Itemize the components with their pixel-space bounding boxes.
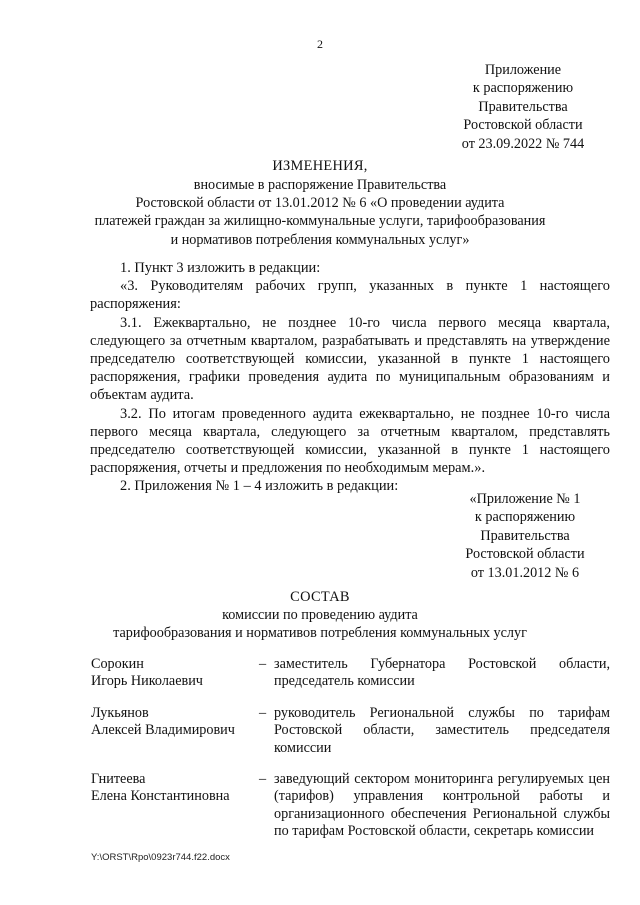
member-role: руководитель Региональной службы по тарифам Ростовской области, заместитель председателя комиссии — [274, 704, 610, 756]
composition-title: СОСТАВ — [290, 589, 350, 605]
paragraph: 3.1. Ежеквартально, не позднее 10-го числа первого месяца квартала, следующего за отчетным кварталом, разрабатывать и представлять на утверждение председателю соответствующей комиссии, указанной в пункте 1 настоящего распоряжения, графики проведения аудита по муниципальным образованиям и объектам аудита. — [90, 314, 610, 404]
appendix-line: Ростовской области — [465, 546, 585, 563]
changes-title: ИЗМЕНЕНИЯ, — [272, 158, 368, 174]
member-surname: Лукьянов — [91, 704, 149, 721]
member-role: заместитель Губернатора Ростовской области, председатель комиссии — [274, 656, 610, 690]
member-row — [91, 771, 610, 841]
member-surname: Гнитеева — [91, 771, 146, 788]
member-given-name: Игорь Николаевич — [91, 673, 203, 690]
member-dash: – — [259, 771, 267, 788]
appendix-line: к распоряжению — [474, 509, 576, 526]
subtitle-line: и нормативов потребления коммунальных услуг» — [170, 231, 470, 248]
appendix-line: от 23.09.2022 № 744 — [461, 135, 585, 152]
member-dash: – — [259, 704, 267, 721]
appendix-1-header — [440, 490, 610, 582]
member-name — [91, 771, 259, 841]
subtitle-line: вносимые в распоряжение Правительства — [193, 177, 447, 193]
appendix-line: Приложение — [484, 62, 562, 78]
appendix-line: от 13.01.2012 № 6 — [470, 564, 580, 581]
subtitle-line: тарифообразования и нормативов потребления коммунальных услуг — [113, 625, 527, 642]
appendix-line: Правительства — [480, 527, 570, 544]
composition-subtitle — [0, 606, 640, 642]
appendix-line: Правительства — [478, 98, 568, 115]
paragraph: «3. Руководителям рабочих групп, указанных в пункте 1 настоящего распоряжения: — [90, 278, 610, 313]
member-dash: – — [259, 656, 267, 672]
members-list — [91, 656, 610, 855]
appendix-line: «Приложение № 1 — [469, 491, 581, 507]
paragraph: 2. Приложения № 1 – 4 изложить в редакции: — [120, 478, 399, 495]
subtitle-line: комиссии по проведению аудита — [222, 607, 418, 623]
member-given-name: Елена Константиновна — [91, 788, 230, 805]
changes-subtitle — [0, 176, 640, 249]
appendix-header — [448, 61, 598, 153]
member-row — [91, 705, 610, 757]
appendix-line: к распоряжению — [472, 80, 574, 97]
file-path-footer: Y:\ORST\Rpo\0923r744.f22.docx — [91, 852, 230, 863]
document-body — [90, 259, 610, 496]
paragraph: 3.2. По итогам проведенного аудита ежеквартально, не позднее 10-го числа первого месяца квартала, следующего за отчетным кварталом, представлять председателю соответствующей комиссии, указанной в пункте 1 настоящего распоряжения, отчеты и предложения по необходимым мерам.». — [90, 405, 610, 477]
member-given-name: Алексей Владимирович — [91, 722, 235, 739]
member-role: заведующий сектором мониторинга регулируемых цен (тарифов) управления контрольной работы и организационного обеспечения Региональной службы по тарифам Ростовской области, секретарь комиссии — [274, 771, 610, 840]
page-number: 2 — [317, 37, 323, 51]
paragraph: 1. Пункт 3 изложить в редакции: — [120, 260, 321, 276]
subtitle-line: Ростовской области от 13.01.2012 № 6 «О проведении аудита — [135, 195, 505, 212]
member-row — [91, 656, 610, 691]
member-name — [91, 705, 259, 757]
member-surname: Сорокин — [91, 656, 144, 672]
subtitle-line: платежей граждан за жилищно-коммунальные услуги, тарифообразования — [94, 213, 546, 230]
appendix-line: Ростовской области — [463, 117, 583, 134]
member-name — [91, 656, 259, 691]
